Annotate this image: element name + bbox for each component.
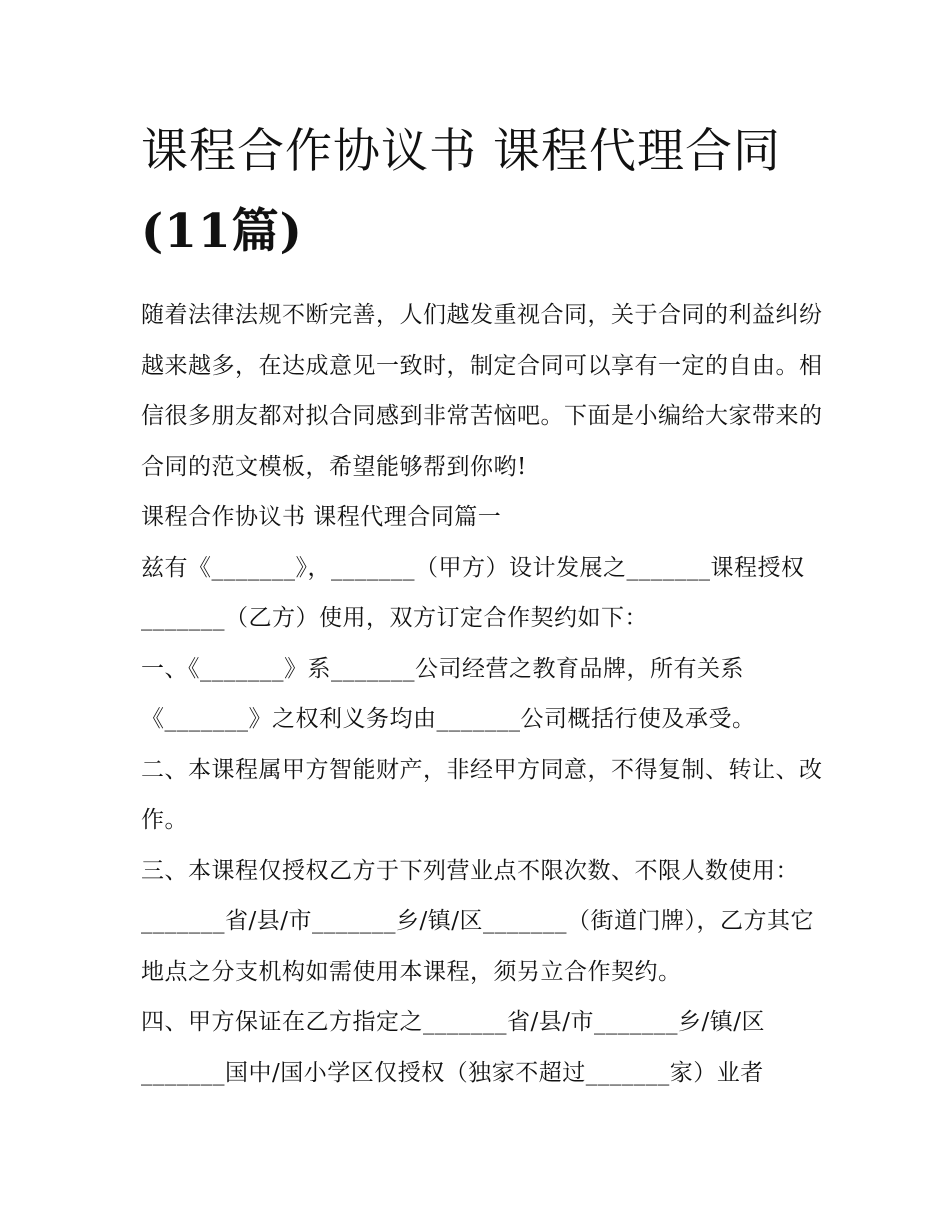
clause-2: 二、本课程属甲方智能财产，非经甲方同意，不得复制、转让、改作。 [141, 756, 823, 833]
title-line-1: 课程合作协议书 课程代理合同 [141, 124, 781, 179]
clause-1: 一、《_______》系_______公司经营之教育品牌，所有关系《_______》之权利义务均由_______公司概括行使及承受。 [141, 655, 756, 732]
document-body [141, 290, 831, 1098]
clause-3: 三、本课程仅授权乙方于下列营业点不限次数、不限人数使用：_______省/县/市_______乡/镇/区_______（街道门牌），乙方其它地点之分支机构如需使用本课程，须另立合作契约。 [141, 857, 814, 985]
document-title [141, 112, 831, 272]
intro-paragraph: 随着法律法规不断完善，人们越发重视合同，关于合同的利益纠纷越来越多，在达成意见一致时，制定合同可以享有一定的自由。相信很多朋友都对拟合同感到非常苦恼吧。下面是小编给大家带来的合同的范文模板，希望能够帮到你哟! [141, 302, 823, 480]
title-line-2: (11篇) [141, 204, 303, 259]
section-heading: 课程合作协议书 课程代理合同篇一 [141, 504, 502, 530]
clause-preamble: 兹有《_______》，_______（甲方）设计发展之_______课程授权_______（乙方）使用，双方订定合作契约如下： [141, 554, 805, 631]
document-content [141, 112, 831, 1098]
clause-4: 四、甲方保证在乙方指定之_______省/县/市_______乡/镇/区_______国中/国小学区仅授权（独家不超过_______家）业者 [141, 1009, 765, 1086]
